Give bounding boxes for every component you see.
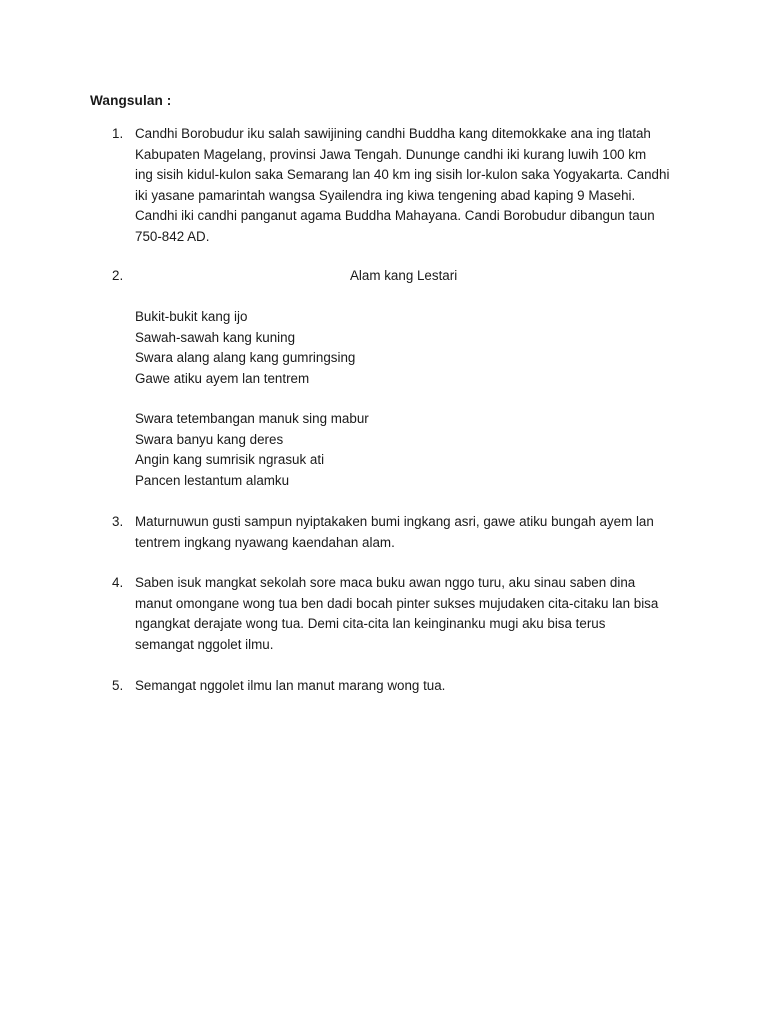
item-number: 4. <box>112 575 124 590</box>
paragraph-line: ngangkat derajate wong tua. Demi cita-cita lan keinginanku mugi aku bisa terus <box>135 616 606 631</box>
answer-paragraph <box>135 573 680 655</box>
poem-title: Alam kang Lestari <box>350 268 458 283</box>
item-number: 5. <box>112 678 124 693</box>
answer-paragraph <box>135 676 680 697</box>
item-number: 3. <box>112 514 124 529</box>
poem-stanza-1 <box>135 307 355 389</box>
poem-line: Swara tetembangan manuk sing mabur <box>135 411 369 426</box>
poem-stanza-2 <box>135 409 369 491</box>
paragraph-line: Candhi iki candhi panganut agama Buddha Mahayana. Candi Borobudur dibangun taun <box>135 208 655 223</box>
poem-line: Sawah-sawah kang kuning <box>135 329 296 345</box>
poem-line: Swara alang alang kang gumringsing <box>135 350 356 365</box>
poem-line: Angin kang sumrisik ngrasuk ati <box>135 452 325 467</box>
item-number: 2. <box>112 268 124 283</box>
paragraph-line: Semangat nggolet ilmu lan manut marang wong tua. <box>135 678 446 693</box>
paragraph-line: iki yasane pamarintah wangsa Syailendra ing kiwa tengening abad kaping 9 Masehi. <box>135 187 636 203</box>
paragraph-line: Candhi Borobudur iku salah sawijining candhi Buddha kang ditemokkake ana ing tlatah <box>135 126 651 141</box>
paragraph-line: manut omongane wong tua ben dadi bocah pinter sukses mujudaken cita-citaku lan bisa <box>135 595 659 611</box>
poem-line: Swara banyu kang deres <box>135 431 284 447</box>
poem-line: Pancen lestantum alamku <box>135 472 290 488</box>
paragraph-line: semangat nggolet ilmu. <box>135 636 274 652</box>
paragraph-line: Saben isuk mangkat sekolah sore maca buku awan nggo turu, aku sinau saben dina <box>135 575 636 590</box>
poem-line: Bukit-bukit kang ijo <box>135 309 248 324</box>
paragraph-line: Maturnuwun gusti sampun nyiptakaken bumi ingkang asri, gawe atiku bungah ayem lan <box>135 514 654 529</box>
answers-heading: Wangsulan : <box>90 93 172 108</box>
paragraph-line: ing sisih kidul-kulon saka Semarang lan 40 km ing sisih lor-kulon saka Yogyakarta. Candhi <box>135 167 670 182</box>
poem-line: Gawe atiku ayem lan tentrem <box>135 370 310 386</box>
answer-paragraph <box>135 124 680 247</box>
paragraph-line: 750-842 AD. <box>135 228 210 244</box>
paragraph-line: Kabupaten Magelang, provinsi Jawa Tengah. Dununge candhi iki kurang luwih 100 km <box>135 146 647 162</box>
answer-paragraph <box>135 512 680 553</box>
item-number: 1. <box>112 126 124 141</box>
paragraph-line: tentrem ingkang nyawang kaendahan alam. <box>135 534 395 550</box>
